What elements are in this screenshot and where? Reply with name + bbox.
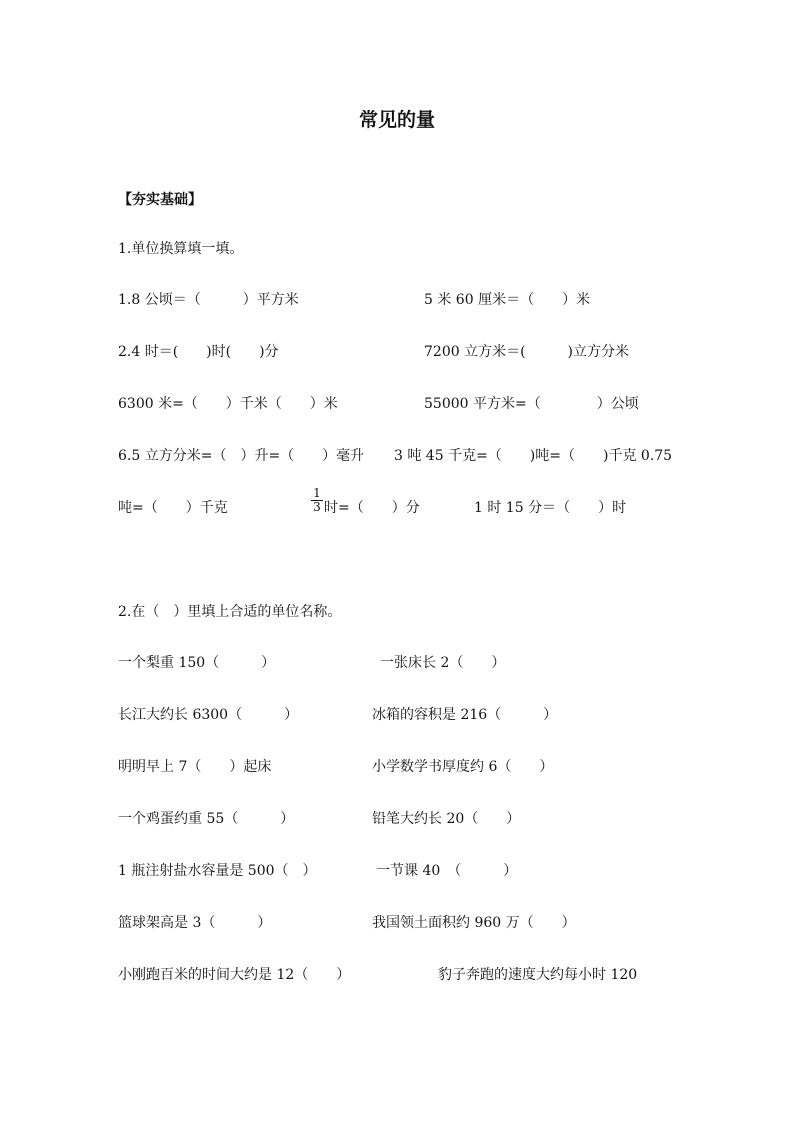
q2-row2-left: 长江大约长 6300（ ）	[118, 707, 299, 723]
q2-row1-left: 一个梨重 150（ ）	[118, 655, 276, 671]
q2-row6-right: 我国领土面积约 960 万（ ）	[372, 915, 576, 931]
fraction-one-third	[311, 487, 323, 514]
q2-row4-right: 铅笔大约长 20（ ）	[372, 811, 521, 827]
q1-row3-left: 6300 米=（ ）千米（ ）米	[118, 396, 338, 412]
q1-row5-middle: 时=（ ）分	[324, 500, 420, 516]
question-2-heading: 2.在（ ）里填上合适的单位名称。	[118, 604, 342, 620]
q2-row2-right: 冰箱的容积是 216（ ）	[372, 707, 558, 723]
fraction-denominator: 3	[313, 500, 321, 514]
fraction-numerator: 1	[313, 486, 321, 500]
q1-row2-right: 7200 立方米＝( )立方分米	[424, 344, 630, 360]
q2-row6-left: 篮球架高是 3（ ）	[118, 915, 272, 931]
q2-row7-left: 小刚跑百米的时间大约是 12（ ）	[118, 967, 351, 983]
q1-row4-left: 6.5 立方分米=（ ）升=（ ）毫升	[118, 448, 365, 464]
page-title: 常见的量	[358, 109, 435, 131]
q1-row5-right: 1 时 15 分＝（ ）时	[474, 500, 627, 516]
q2-row5-left: 1 瓶注射盐水容量是 500（ ）	[118, 863, 317, 879]
section-heading: 【夯实基础】	[118, 192, 202, 208]
q1-row3-right: 55000 平方米=（ ）公顷	[424, 396, 639, 412]
question-1-heading: 1.单位换算填一填。	[118, 241, 244, 257]
q2-row3-right: 小学数学书厚度约 6（ ）	[372, 759, 554, 775]
q2-row4-left: 一个鸡蛋约重 55（ ）	[118, 811, 295, 827]
q1-row2-left: 2.4 时＝( )时( )分	[118, 344, 279, 360]
q1-row4-right: 3 吨 45 千克=（ )吨=（ )千克 0.75	[394, 448, 673, 464]
q2-row5-right: 一节课 40 （ ）	[376, 863, 518, 879]
q2-row1-right: 一张床长 2（ ）	[380, 655, 506, 671]
q2-row7-right: 豹子奔跑的速度大约每小时 120	[438, 967, 638, 983]
q2-row3-left: 明明早上 7（ ）起床	[118, 759, 272, 775]
q1-row5-left: 吨=（ ）千克	[118, 500, 228, 516]
q1-row1-right: 5 米 60 厘米＝（ ）米	[424, 292, 591, 308]
q1-row1-left: 1.8 公顷＝（ ）平方米	[118, 292, 299, 308]
